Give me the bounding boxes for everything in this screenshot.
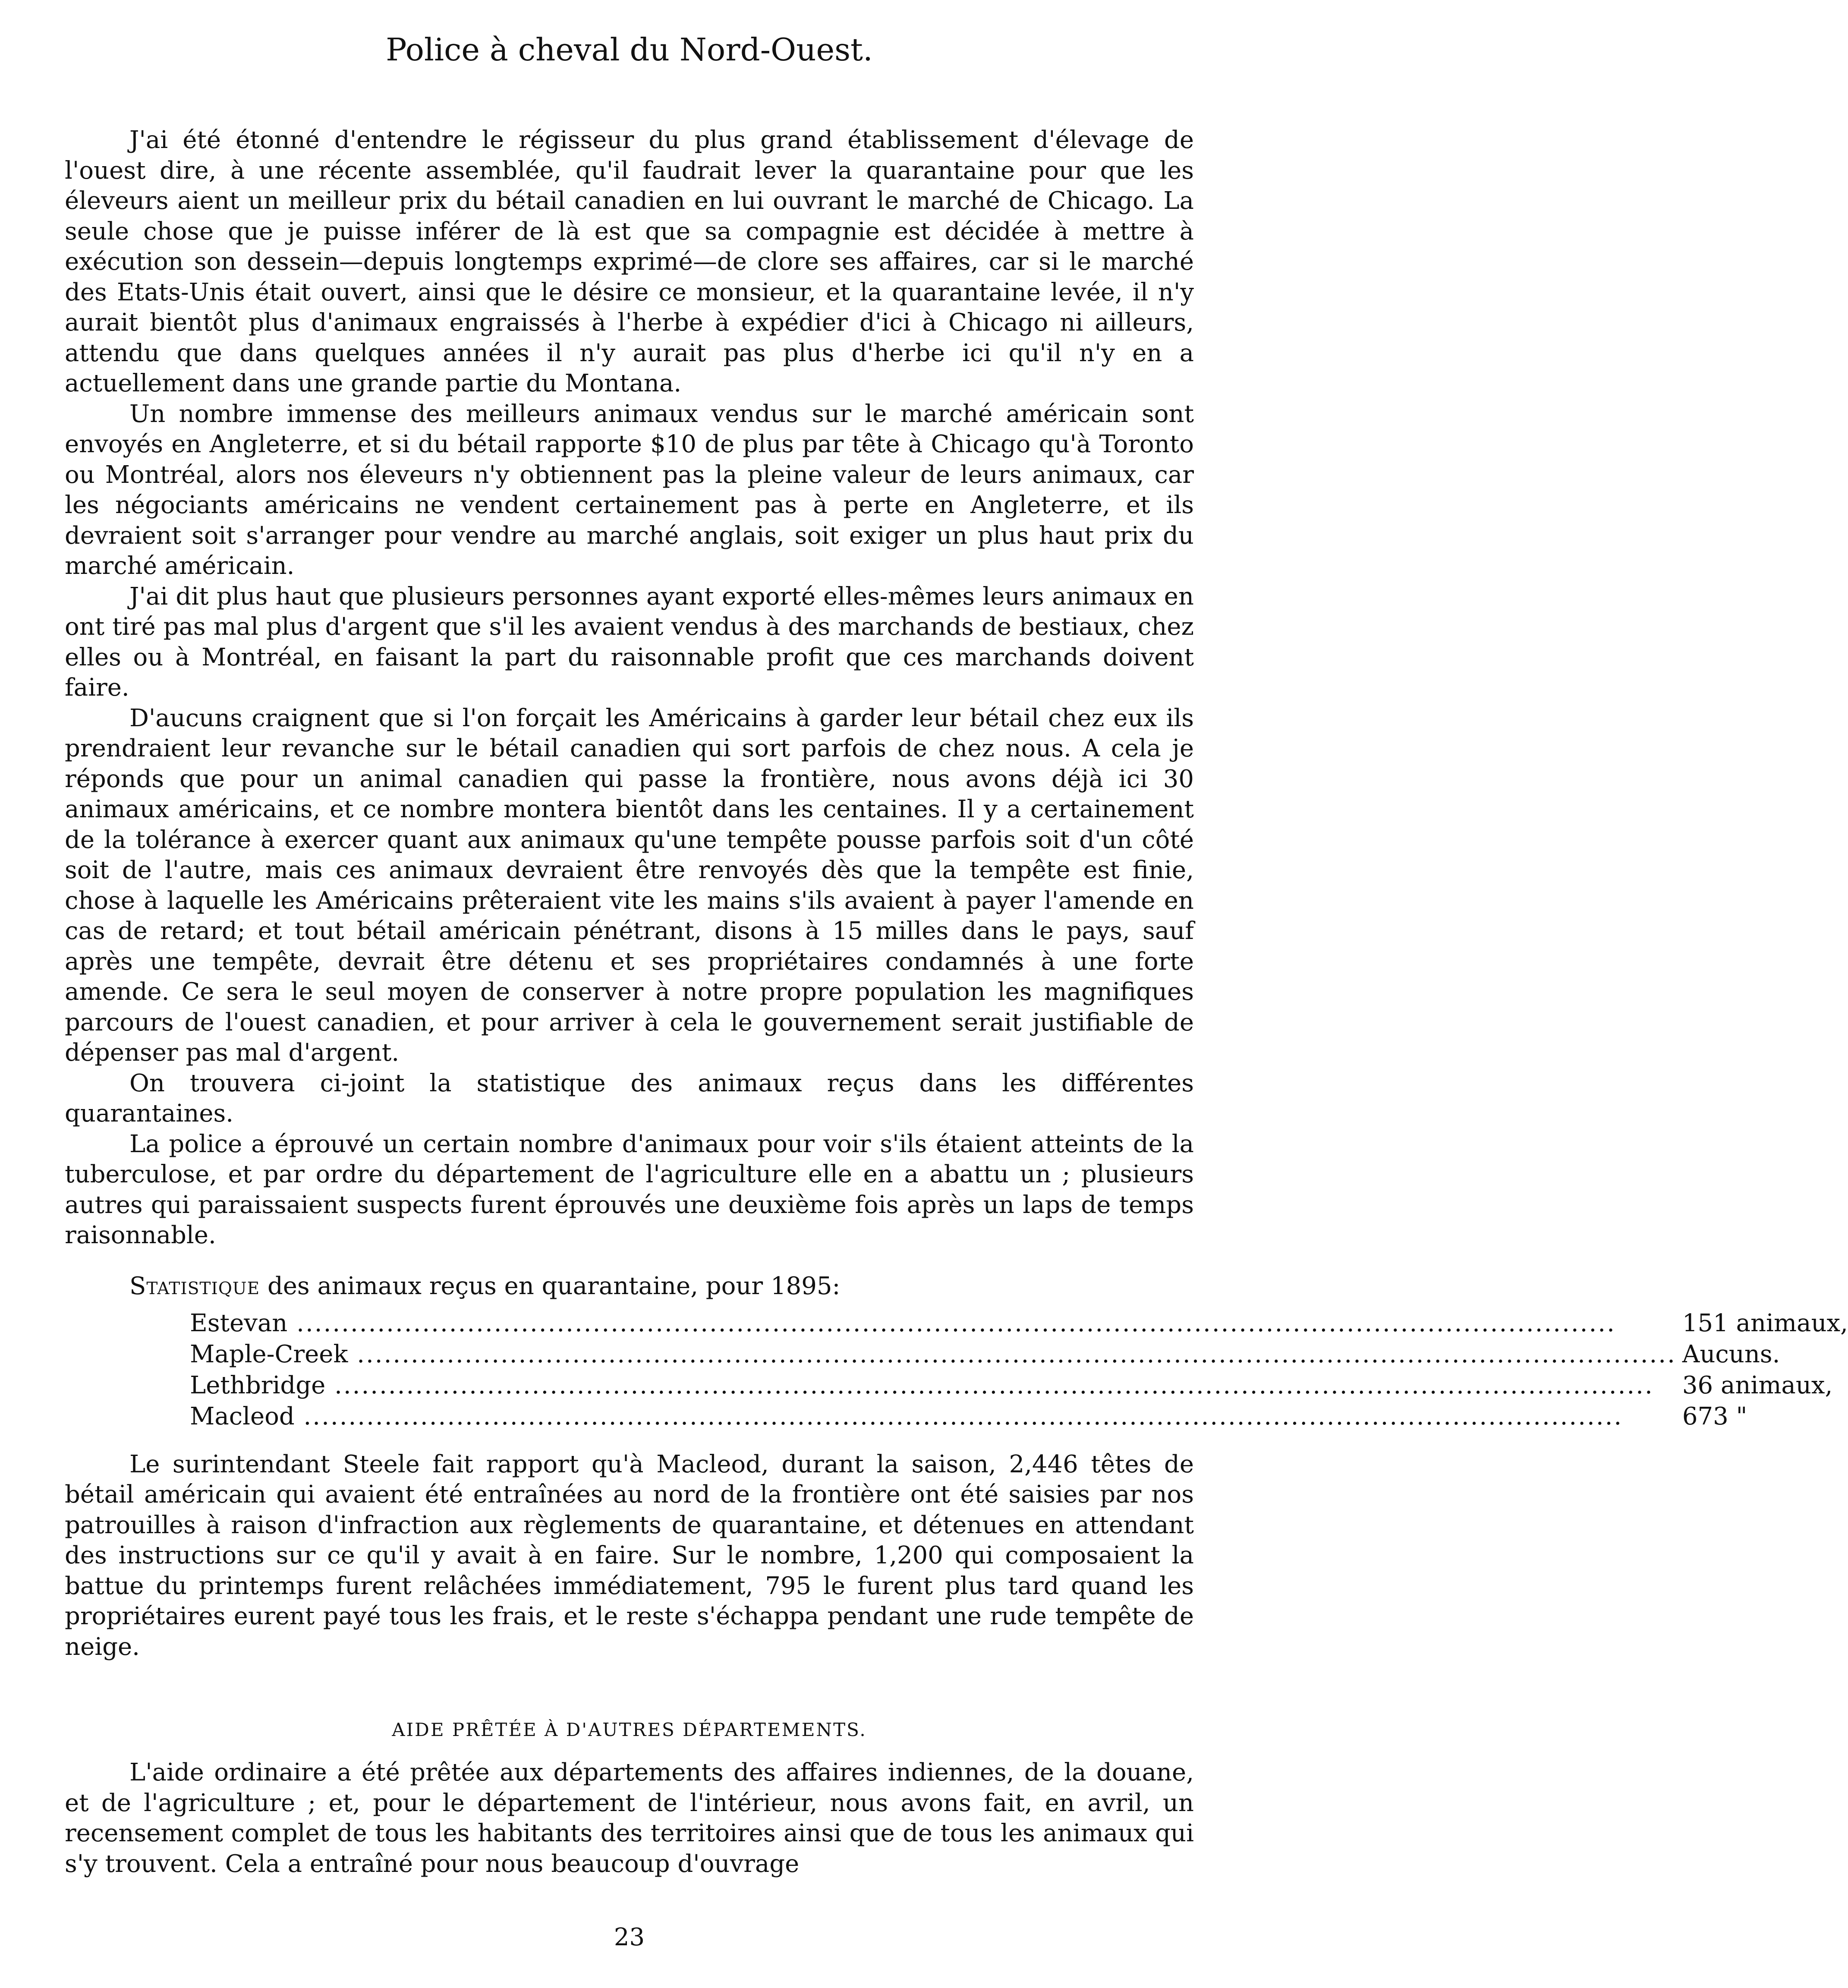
- paragraph-3: J'ai dit plus haut que plusieurs personnes ayant exporté elles-mêmes leurs animaux en ont tiré pas mal plus d'argent que s'il les avaient vendus à des marchands de bestiaux, chez elles ou à Montréal, en faisant la part du raisonnable profit que ces marchands doivent faire.: [65, 582, 1194, 702]
- body-text: [65, 125, 1848, 1879]
- paragraph-1: J'ai été étonné d'entendre le régisseur du plus grand établissement d'élevage de l'ouest dire, à une récente assemblée, qu'il faudrait lever la quarantaine pour que les éleveurs aient un meilleur prix du bétail canadien en lui ouvrant le marché de Chicago. La seule chose que je puisse inférer de là est que sa compagnie est décidée à mettre à exécution son dessein—depuis longtemps exprimé—de clore ses affaires, car si le marché des Etats-Unis était ouvert, ainsi que le désire ce monsieur, et la quarantaine levée, il n'y aurait bientôt plus d'animaux engraissés à l'herbe à expédier d'ici à Chicago ni ailleurs, attendu que dans quelques années il n'y aurait pas plus d'herbe ici qu'il n'y en a actuellement dans une grande partie du Montana.: [65, 126, 1194, 397]
- station-name: Macleod: [190, 1402, 295, 1430]
- paragraph-2: Un nombre immense des meilleurs animaux vendus sur le marché américain sont envoyés en Angleterre, et si du bétail rapporte $10 de plus par tête à Chicago qu'à Toronto ou Montréal, alors nos éleveurs n'y obtiennent pas la pleine valeur de leurs animaux, car les négociants américains ne vendent certainement pas à perte en Angleterre, et ils devraient soit s'arranger pour vendre au marché anglais, soit exiger un plus haut prix du marché américain.: [65, 400, 1194, 580]
- dot-leader: [348, 1340, 1676, 1368]
- paragraph-6: La police a éprouvé un certain nombre d'animaux pour voir s'ils étaient atteints de la tuberculose, et par ordre du département de l'agriculture elle en a abattu un ; plusieurs autres qui paraissaient suspects furent éprouvés une deuxième fois après un laps de temps raisonnable.: [65, 1130, 1194, 1249]
- station-count: 151 animaux,: [1682, 1309, 1848, 1337]
- dot-leader: [325, 1371, 1654, 1399]
- table-row: [190, 1339, 1848, 1370]
- paragraph-7: Le surintendant Steele fait rapport qu'à Macleod, durant la saison, 2,446 têtes de bétail américain qui avaient été entraînées au nord de la frontière ont été saisies par nos patrouilles à raison d'infraction aux règlements de quarantaine, et détenues en attendant des instructions sur ce qu'il y avait à en faire. Sur le nombre, 1,200 qui composaient la battue du printemps furent relâchées immédiatement, 795 le furent plus tard quand les propriétaires eurent payé tous les frais, et le reste s'échappa pendant une rude tempête de neige.: [65, 1450, 1194, 1661]
- paragraph-5: On trouvera ci-joint la statistique des animaux reçus dans les différentes quarantaines.: [65, 1069, 1194, 1128]
- statistics-caption: [65, 1270, 1194, 1303]
- table-row: [190, 1370, 1848, 1401]
- table-row: [190, 1401, 1848, 1432]
- station-name: Estevan: [190, 1309, 288, 1337]
- dot-leader: [295, 1402, 1623, 1430]
- dot-leader: [287, 1309, 1616, 1337]
- section-heading: AIDE PRÊTÉE À D'AUTRES DÉPARTEMENTS.: [392, 1719, 867, 1740]
- paragraph-4: D'aucuns craignent que si l'on forçait les Américains à garder leur bétail chez eux ils prendraient leur revanche sur le bétail canadien qui sort parfois de chez nous. A cela je réponds que pour un animal canadien qui passe la frontière, nous avons déjà ici 30 animaux américains, et ce nombre montera bientôt dans les centaines. Il y a certainement de la tolérance à exercer quant aux animaux qu'une tempête pousse parfois soit d'un côté soit de l'autre, mais ces animaux devraient être renvoyés dès que la tempête est finie, chose à laquelle les Américains prêteraient vite les mains s'ils avaient à payer l'amende en cas de retard; et tout bétail américain pénétrant, disons à 15 milles dans le pays, sauf après une tempête, devrait être détenu et ses propriétaires condamnés à une forte amende. Ce sera le seul moyen de conserver à notre propre population les magnifiques parcours de l'ouest canadien, et pour arriver à cela le gouvernement serait justifiable de dépenser pas mal d'argent.: [65, 704, 1194, 1067]
- station-name: Maple-Creek: [190, 1340, 348, 1368]
- statistics-caption-lead: Statistique: [129, 1272, 260, 1300]
- station-name: Lethbridge: [190, 1371, 326, 1399]
- running-title: Police à cheval du Nord-Ouest.: [386, 32, 873, 68]
- station-count: Aucuns.: [1682, 1340, 1780, 1368]
- table-row: [190, 1308, 1848, 1339]
- statistics-table: [190, 1308, 1848, 1432]
- station-count: 673 ": [1682, 1402, 1747, 1430]
- paragraph-8: L'aide ordinaire a été prêtée aux départements des affaires indiennes, de la douane, et de l'agriculture ; et, pour le département de l'intérieur, nous avons fait, en avril, un recensement complet de tous les habitants des territoires ainsi que de tous les animaux qui s'y trouvent. Cela a entraîné pour nous beaucoup d'ouvrage: [65, 1758, 1194, 1878]
- page-number: 23: [614, 1923, 645, 1951]
- statistics-caption-rest: des animaux reçus en quarantaine, pour 1895:: [260, 1272, 841, 1300]
- station-count: 36 animaux,: [1682, 1371, 1833, 1399]
